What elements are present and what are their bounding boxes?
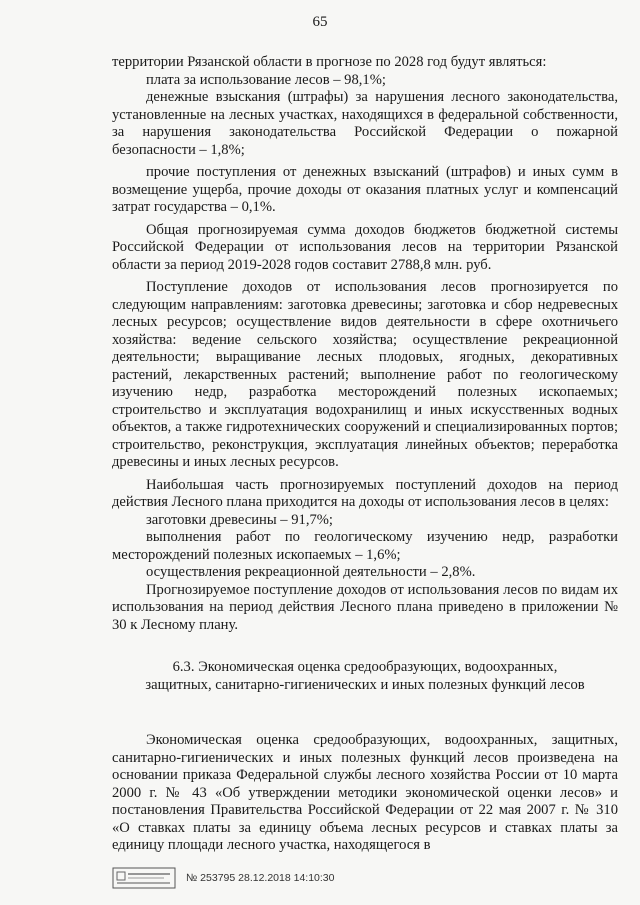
section-heading xyxy=(112,658,618,694)
section-heading-line: защитных, санитарно-гигиенических и иных полезных функций лесов xyxy=(145,677,585,693)
body-text xyxy=(112,54,618,855)
paragraph: прочие поступления от денежных взысканий (штрафов) и иных сумм в возмещение ущерба, прочие доходы от оказания платных услуг и компенсаций затрат государства – 0,1%. xyxy=(112,164,618,215)
paragraph: выполнения работ по геологическому изучению недр, разработки месторождений полезных ископаемых – 1,6%; xyxy=(112,529,618,563)
paragraph: денежные взыскания (штрафы) за нарушения лесного законодательства, установленные на лесных участках, находящихся в федеральной собственности, за нарушения законодательства Российской Федерации о пожарной безопасности – 1,8%; xyxy=(112,89,618,158)
paragraph: заготовки древесины – 91,7%; xyxy=(146,511,333,528)
document-footer xyxy=(112,866,334,890)
paragraph: Общая прогнозируемая сумма доходов бюджетов бюджетной системы Российской Федерации от использования лесов на территории Рязанской области за период 2019-2028 годов составит 2788,8 млн. руб. xyxy=(112,221,618,273)
stamp-logo-icon xyxy=(112,867,176,889)
page-number: 65 xyxy=(312,14,328,30)
document-serial: № 253795 28.12.2018 14:10:30 xyxy=(186,872,335,884)
paragraph: плата за использование лесов – 98,1%; xyxy=(146,71,386,88)
paragraph: Наибольшая часть прогнозируемых поступлений доходов на период действия Лесного плана приходится на доходы от использования лесов в целях: xyxy=(112,476,618,510)
paragraph: Поступление доходов от использования лесов прогнозируется по следующим направлениям: заготовка древесины; заготовка и сбор недревесных лесных ресурсов; осуществление видов деятельности в сфере охотничьего хозяйства: ведение сельского хозяйства; осуществление рекреационной деятельности; выращивание лесных плодовых, ягодных, декоративных растений, лекарственных растений; выполнение работ по геологическому изучению недр, разработка месторождений полезных ископаемых; строительство и эксплуатация водохранилищ и иных искусственных водных объектов, а также гидротехнических сооружений и специализированных портов; строительство, реконструкция, эксплуатация линейных объектов; переработка древесины и иных лесных ресурсов. xyxy=(112,279,618,470)
paragraph: территории Рязанской области в прогнозе по 2028 год будут являться: xyxy=(112,54,547,70)
paragraph: Прогнозируемое поступление доходов от использования лесов по видам их использования на период действия Лесного плана приведено в приложении № 30 к Лесному плану. xyxy=(112,581,618,633)
paragraph: Экономическая оценка средообразующих, водоохранных, защитных, санитарно-гигиенических и иных полезных функций лесов произведена на основании приказа Федеральной службы лесного хозяйства России от 10 марта 2000 г. № 43 «Об утверждении методики экономической оценки лесов» и постановления Правительства Российской Федерации от 22 мая 2007 г. № 310 «О ставках платы за единицу объема лесных ресурсов и ставках платы за единицу площади лесного участка, находящегося в xyxy=(112,732,618,853)
paragraph: осуществления рекреационной деятельности – 2,8%. xyxy=(146,564,476,580)
section-heading-line: 6.3. Экономическая оценка средообразующих, водоохранных, xyxy=(172,659,558,675)
